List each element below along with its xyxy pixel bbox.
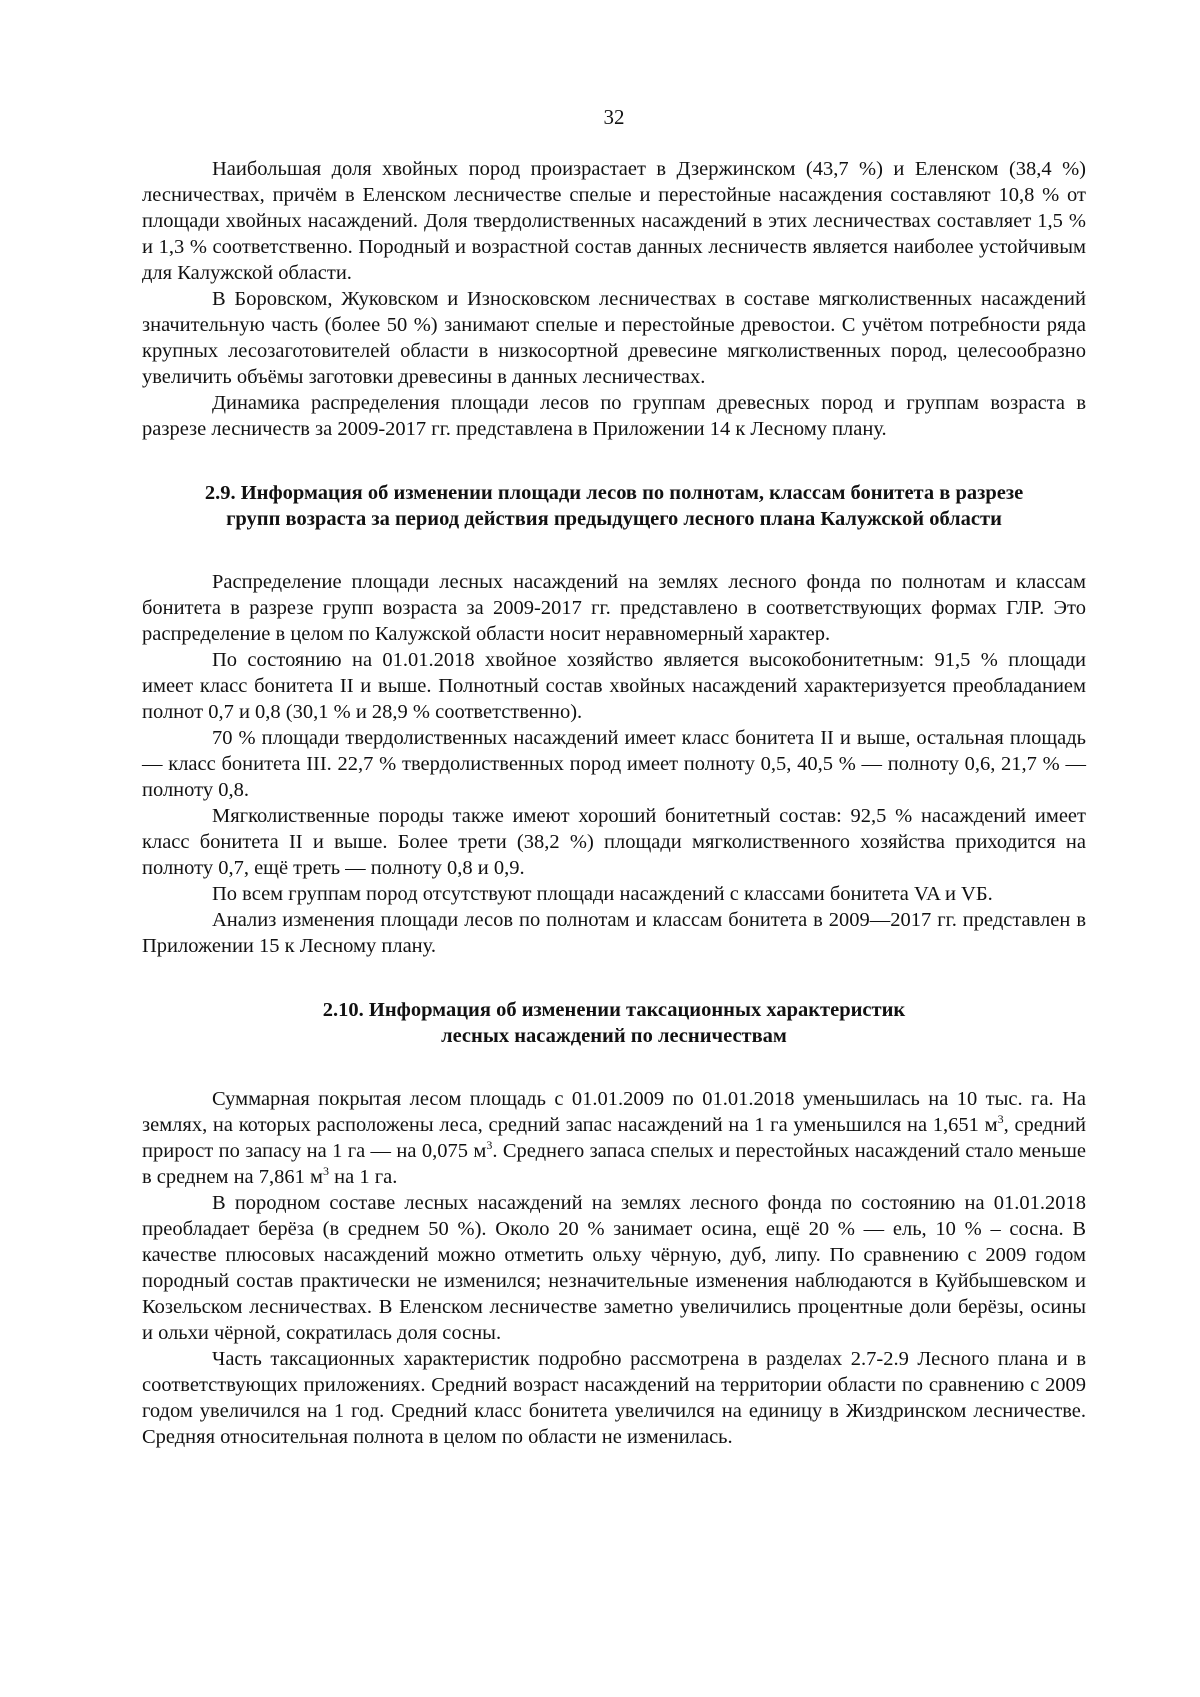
text-run: Суммарная покрытая лесом площадь с 01.01.2009 по 01.01.2018 уменьшилась на 10 тыс. га. На землях, на которых расположены леса, средний запас насаждений на 1 га уменьшился на 1,651 м xyxy=(142,1088,1086,1137)
paragraph: 70 % площади твердолиственных насаждений имеет класс бонитета II и выше, остальная площадь — класс бонитета III. 22,7 % твердолиственных пород имеет полноту 0,5, 40,5 % — полноту 0,6, 21,7 % — полноту 0,8. xyxy=(142,727,1086,802)
paragraph xyxy=(142,1086,1086,1190)
paragraph: Наибольшая доля хвойных пород произрастает в Дзержинском (43,7 %) и Еленском (38,4 %) лесничествах, причём в Еленском лесничестве спелые и перестойные насаждения составляют 10,8 % от площади хвойных насаждений. Доля твердолиственных насаждений в этих лесничествах составляет 1,5 % и 1,3 % соответственно. Породный и возрастной состав данных лесничеств является наиболее устойчивым для Калужской области. xyxy=(142,158,1086,285)
paragraph: В породном составе лесных насаждений на землях лесного фонда по состоянию на 01.01.2018 преобладает берёза (в среднем 50 %). Около 20 % занимает осина, ещё 20 % — ель, 10 % – сосна. В качестве плюсовых насаждений можно отметить ольху чёрную, дуб, липу. По сравнению с 2009 годом породный состав практически не изменился; незначительные изменения наблюдаются в Куйбышевском и Козельском лесничествах. В Еленском лесничестве заметно увеличились процентные доли берёзы, осины и ольхи чёрной, сократилась доля сосны. xyxy=(142,1192,1086,1345)
paragraph: По состоянию на 01.01.2018 хвойное хозяйство является высокобонитетным: 91,5 % площади имеет класс бонитета II и выше. Полнотный состав хвойных насаждений характеризуется преобладанием полнот 0,7 и 0,8 (30,1 % и 28,9 % соответственно). xyxy=(142,649,1086,724)
heading-line: групп возраста за период действия предыдущего лесного плана Калужской области xyxy=(226,508,1002,531)
section-heading-2-9 xyxy=(142,480,1086,532)
spacer xyxy=(142,959,1086,997)
paragraph: Мягколиственные породы также имеют хороший бонитетный состав: 92,5 % насаждений имеет класс бонитета II и выше. Более трети (38,2 %) площади мягколиственного хозяйства приходится на полноту 0,7, ещё треть — полноту 0,8 и 0,9. xyxy=(142,805,1086,880)
superscript: 3 xyxy=(323,1164,329,1179)
superscript: 3 xyxy=(997,1112,1004,1127)
spacer xyxy=(142,532,1086,569)
paragraph: Распределение площади лесных насаждений на землях лесного фонда по полнотам и классам бонитета в разрезе групп возраста за 2009-2017 гг. представлено в соответствующих формах ГЛР. Это распределение в целом по Калужской области носит неравномерный характер. xyxy=(142,571,1086,646)
heading-line: 2.9. Информация об изменении площади лесов по полнотам, классам бонитета в разрезе xyxy=(204,482,1024,505)
text-run: , средний прирост по запасу на 1 га — на 0,075 м xyxy=(142,1114,1086,1163)
paragraph: По всем группам пород отсутствуют площади насаждений с классами бонитета VA и VБ. xyxy=(212,883,993,906)
spacer xyxy=(142,1049,1086,1086)
heading-line: 2.10. Информация об изменении таксационных характеристик xyxy=(322,999,906,1022)
section-heading-2-10 xyxy=(142,997,1086,1049)
paragraph: В Боровском, Жуковском и Износковском лесничествах в составе мягколиственных насаждений значительную часть (более 50 %) занимают спелые и перестойные древостои. С учётом потребности ряда крупных лесозаготовителей области в низкосортной древесине мягколиственных пород, целесообразно увеличить объёмы заготовки древесины в данных лесничествах. xyxy=(142,288,1086,389)
page-number: 32 xyxy=(603,105,625,129)
paragraph: Анализ изменения площади лесов по полнотам и классам бонитета в 2009—2017 гг. представлен в Приложении 15 к Лесному плану. xyxy=(142,909,1086,958)
text-run: . Среднего запаса спелых и перестойных насаждений стало меньше в среднем на 7,861 м xyxy=(142,1140,1086,1189)
document-page xyxy=(142,105,1086,1450)
spacer xyxy=(142,442,1086,480)
text-run: на 1 га. xyxy=(329,1166,398,1189)
paragraph: Динамика распределения площади лесов по группам древесных пород и группам возраста в разрезе лесничеств за 2009-2017 гг. представлена в Приложении 14 к Лесному плану. xyxy=(142,392,1086,441)
paragraph: Часть таксационных характеристик подробно рассмотрена в разделах 2.7-2.9 Лесного плана и в соответствующих приложениях. Средний возраст насаждений на территории области по сравнению с 2009 годом увеличился на 1 год. Средний класс бонитета увеличился на единицу в Жиздринском лесничестве. Средняя относительная полнота в целом по области не изменилась. xyxy=(142,1348,1086,1449)
superscript: 3 xyxy=(486,1138,493,1153)
heading-line: лесных насаждений по лесничествам xyxy=(441,1025,787,1048)
